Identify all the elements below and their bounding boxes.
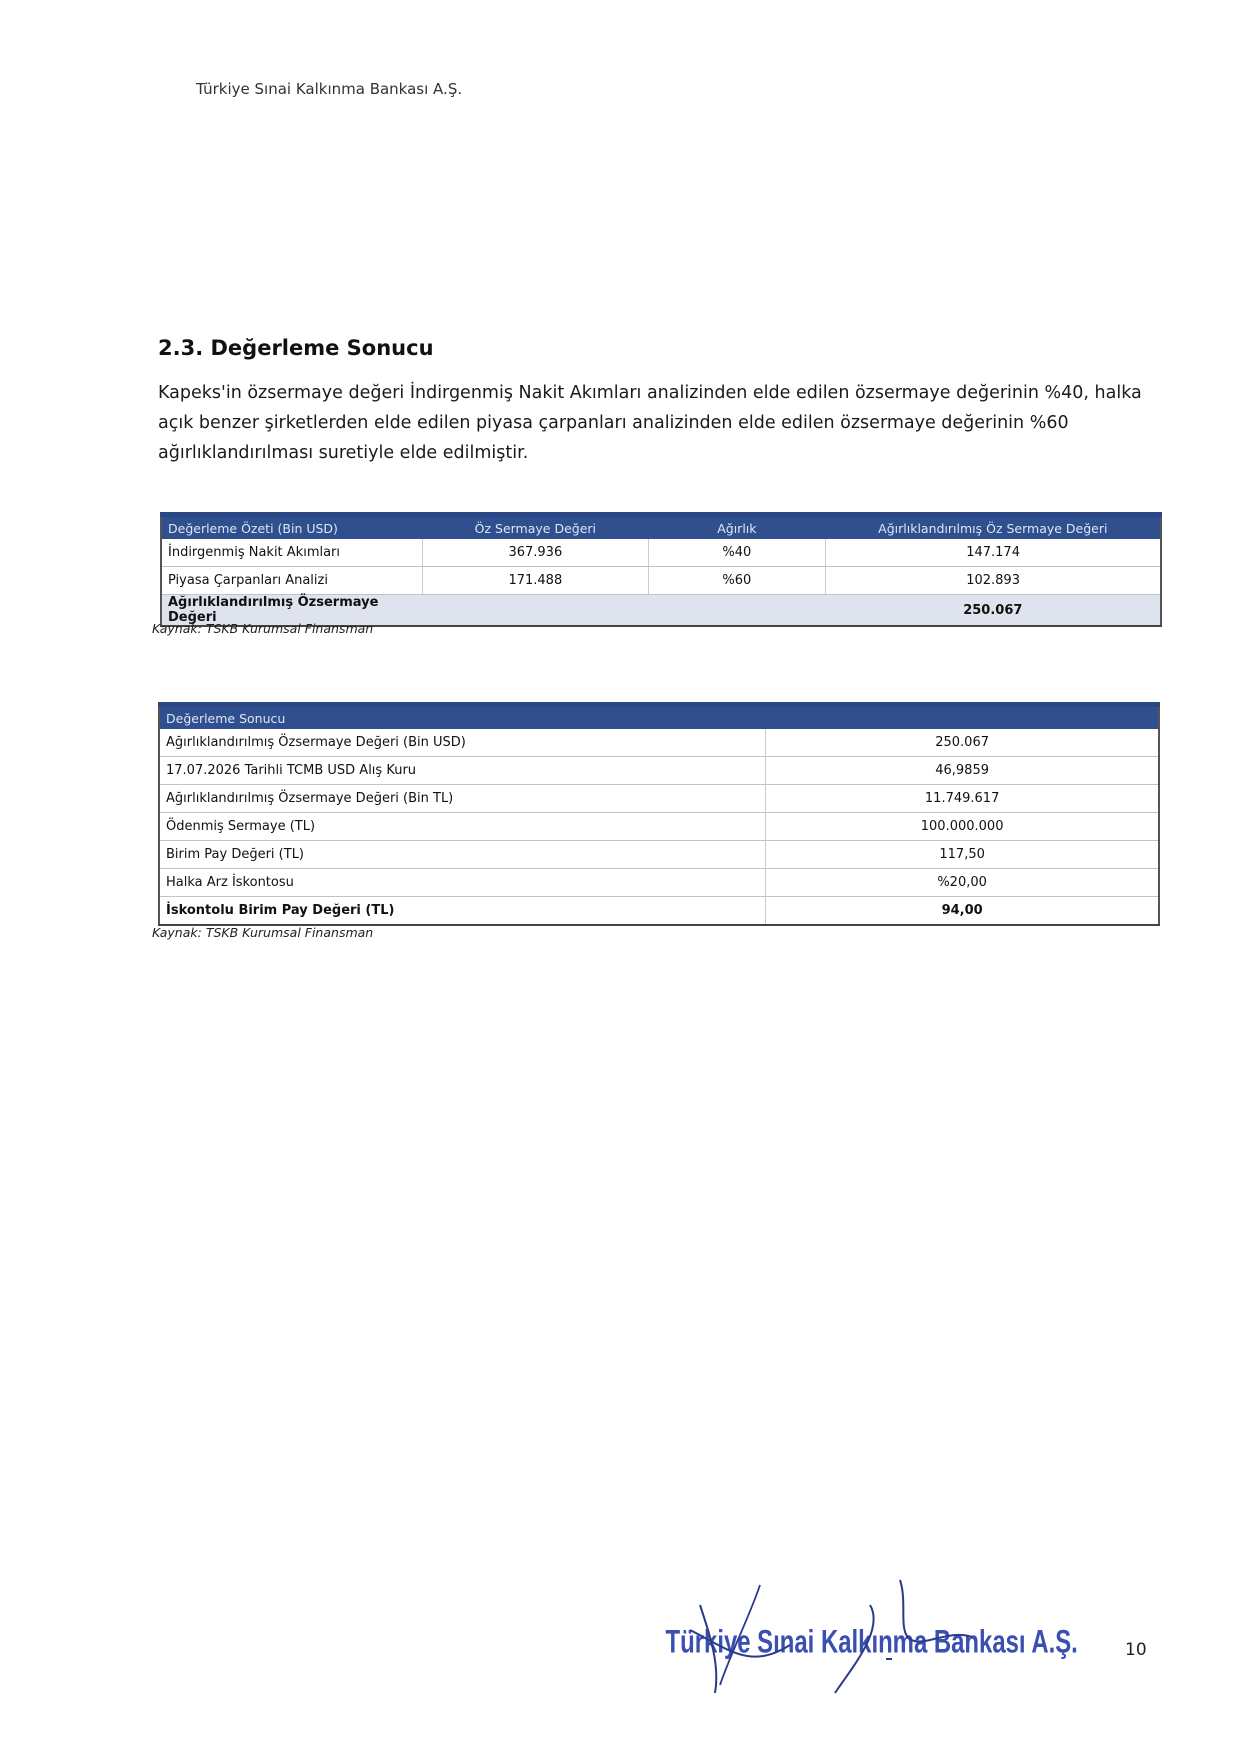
row-label: 17.07.2026 Tarihli TCMB USD Alış Kuru [159,757,766,785]
section-title: 2.3. Değerleme Sonucu [158,336,434,360]
header-cell-result: Değerleme Sonucu [159,705,1159,730]
total-value: 250.067 [826,595,1161,627]
row-label: Ödenmiş Sermaye (TL) [159,813,766,841]
header-cell-weight: Ağırlık [648,515,826,540]
row-value: 117,50 [766,841,1159,869]
total-row [159,897,1159,926]
row-label: İndirgenmiş Nakit Akımları [161,539,423,567]
weighted-value: 102.893 [826,567,1161,595]
weighted-value: 147.174 [826,539,1161,567]
header-cell-equity: Öz Sermaye Değeri [423,515,648,540]
table-row [159,757,1159,785]
header-cell-summary: Değerleme Özeti (Bin USD) [161,515,423,540]
equity-value: 367.936 [423,539,648,567]
page-number: 10 [1125,1640,1147,1660]
summary-source-note: Kaynak: TSKB Kurumsal Finansman [152,621,374,636]
table-row [159,841,1159,869]
table-header-row [159,705,1159,730]
table-header-row [161,515,1161,540]
valuation-result-table [158,702,1160,926]
row-label: Halka Arz İskontosu [159,869,766,897]
page-header-company: Türkiye Sınai Kalkınma Bankası A.Ş. [196,80,463,98]
total-value: 94,00 [766,897,1159,926]
row-label: Birim Pay Değeri (TL) [159,841,766,869]
row-label: Piyasa Çarpanları Analizi [161,567,423,595]
weight-value: %40 [648,539,826,567]
row-label: Ağırlıklandırılmış Özsermaye Değeri (Bin TL) [159,785,766,813]
equity-value: 171.488 [423,567,648,595]
svg-text:Türkiye Sınai Kalkınma Bankası: Türkiye Sınai Kalkınma Bankası A.Ş. [665,1624,1078,1661]
total-label: İskontolu Birim Pay Değeri (TL) [159,897,766,926]
row-value: %20,00 [766,869,1159,897]
result-source-note: Kaynak: TSKB Kurumsal Finansman [152,925,374,940]
valuation-summary-table [160,512,1162,627]
total-label: Ağırlıklandırılmış Özsermaye Değeri [161,595,423,627]
table-row [159,729,1159,757]
header-cell-weighted: Ağırlıklandırılmış Öz Sermaye Değeri [826,515,1161,540]
row-value: 46,9859 [766,757,1159,785]
weight-value: %60 [648,567,826,595]
table-row [161,567,1161,595]
signature-stamp [660,1575,1078,1695]
table-row [161,539,1161,567]
row-label: Ağırlıklandırılmış Özsermaye Değeri (Bin USD) [159,729,766,757]
table-row [159,813,1159,841]
row-value: 11.749.617 [766,785,1159,813]
table-row [159,785,1159,813]
row-value: 250.067 [766,729,1159,757]
row-value: 100.000.000 [766,813,1159,841]
table-row [159,869,1159,897]
section-paragraph: Kapeks'in özsermaye değeri İndirgenmiş Nakit Akımları analizinden elde edilen özsermaye değerinin %40, halka açık benzer şirketlerden elde edilen piyasa çarpanları analizinden elde edilen özsermaye değerinin %60 ağırlıklandırılması suretiyle elde edilmiştir. [158,383,1142,463]
